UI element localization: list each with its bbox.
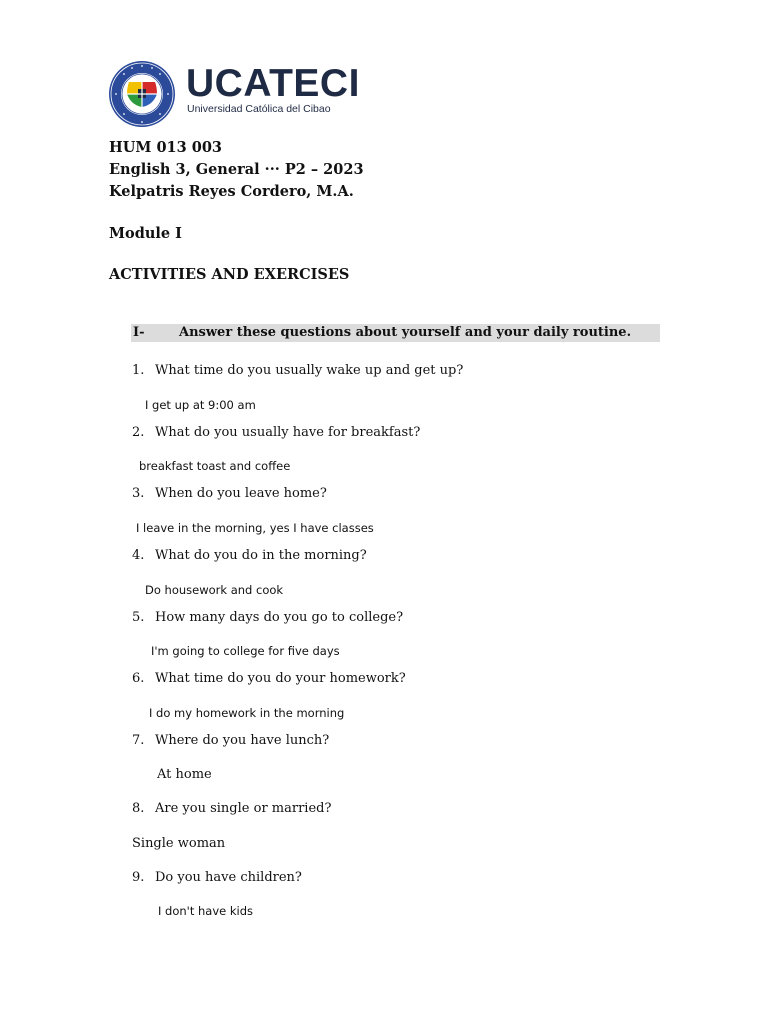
question-text: Do you have children?: [155, 870, 302, 885]
question-text: What do you usually have for breakfast?: [155, 425, 421, 440]
section-heading: [131, 324, 660, 342]
university-logo: [108, 60, 360, 128]
answer-text: I leave in the morning, yes I have classes: [136, 521, 374, 535]
answer-text: I get up at 9:00 am: [145, 398, 256, 412]
answer-text: I don't have kids: [158, 904, 254, 918]
question-item: [132, 733, 329, 749]
question-number: 6.: [132, 671, 145, 686]
question-number: 1.: [132, 363, 145, 378]
question-number: 4.: [132, 548, 145, 563]
question-number: 8.: [132, 801, 145, 816]
answer-text: Do housework and cook: [145, 583, 284, 597]
question-text: How many days do you go to college?: [155, 610, 404, 625]
section-title: Answer these questions about yourself and your daily routine.: [179, 325, 632, 340]
question-text: When do you leave home?: [155, 486, 327, 501]
question-text: Are you single or married?: [155, 801, 332, 816]
answer-text: I'm going to college for five days: [151, 644, 340, 658]
module-title: Module I: [109, 225, 182, 242]
brand-subtitle: Universidad Católica del Cibao: [187, 103, 331, 115]
question-item: [132, 870, 302, 886]
answer-text: At home: [157, 767, 212, 782]
question-text: Where do you have lunch?: [155, 733, 330, 748]
question-number: 2.: [132, 425, 145, 440]
activities-title: ACTIVITIES AND EXERCISES: [109, 266, 350, 283]
brand-name: UCATECI: [186, 62, 360, 105]
question-item: [132, 801, 331, 817]
question-number: 7.: [132, 733, 145, 748]
question-text: What time do you do your homework?: [155, 671, 406, 686]
question-item: [132, 486, 327, 502]
answer-text: breakfast toast and coffee: [139, 459, 291, 473]
question-item: [132, 610, 403, 626]
answer-text: I do my homework in the morning: [149, 706, 345, 720]
question-number: 9.: [132, 870, 145, 885]
question-text: What time do you usually wake up and get up?: [155, 363, 464, 378]
question-item: [132, 363, 463, 379]
course-name: English 3, General ··· P2 – 2023: [109, 161, 364, 178]
instructor-name: Kelpatris Reyes Cordero, M.A.: [109, 183, 354, 200]
question-number: 5.: [132, 610, 145, 625]
question-item: [132, 671, 406, 687]
answer-text: Single woman: [132, 836, 226, 851]
university-seal-icon: [108, 60, 176, 128]
question-item: [132, 425, 420, 441]
section-number: I-: [133, 325, 145, 340]
course-code: HUM 013 003: [109, 139, 223, 156]
question-number: 3.: [132, 486, 145, 501]
question-text: What do you do in the morning?: [155, 548, 367, 563]
question-item: [132, 548, 367, 564]
